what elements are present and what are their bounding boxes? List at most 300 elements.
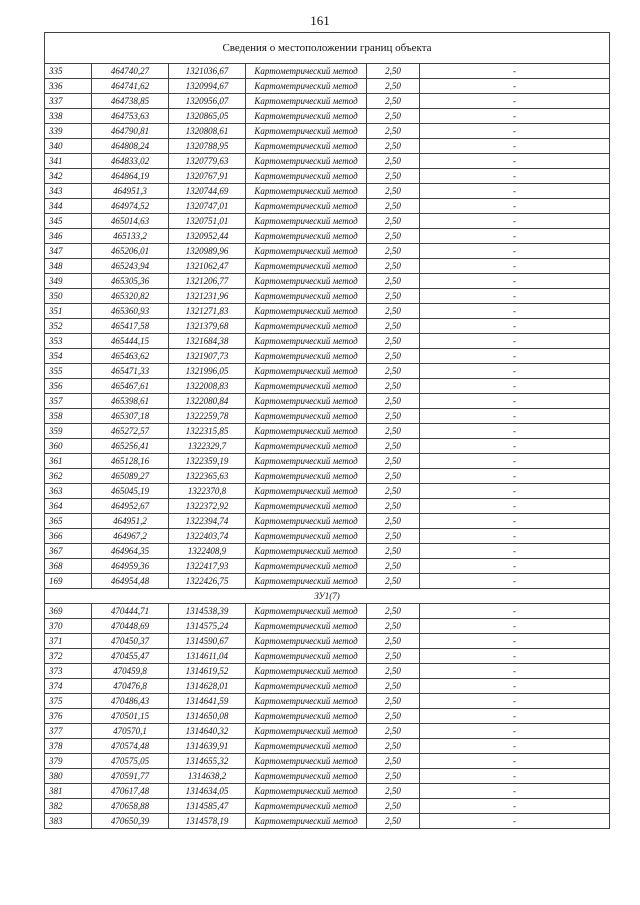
coord-x-cell: 470476,8 — [92, 679, 169, 694]
coord-y-cell: 1320779,63 — [169, 154, 246, 169]
note-cell: - — [420, 529, 610, 544]
method-cell: Картометрический метод — [246, 754, 367, 769]
accuracy-cell: 2,50 — [367, 109, 420, 124]
point-number-cell: 365 — [45, 514, 92, 529]
coord-x-cell: 464738,85 — [92, 94, 169, 109]
table-row — [45, 694, 610, 709]
coord-x-cell: 464954,48 — [92, 574, 169, 589]
table-row — [45, 409, 610, 424]
method-cell: Картометрический метод — [246, 379, 367, 394]
note-cell: - — [420, 154, 610, 169]
note-cell: - — [420, 334, 610, 349]
accuracy-cell: 2,50 — [367, 124, 420, 139]
method-cell: Картометрический метод — [246, 694, 367, 709]
table-row — [45, 739, 610, 754]
method-cell: Картометрический метод — [246, 64, 367, 79]
coord-x-cell: 465243,94 — [92, 259, 169, 274]
point-number-cell: 340 — [45, 139, 92, 154]
note-cell: - — [420, 289, 610, 304]
coord-y-cell: 1320952,44 — [169, 229, 246, 244]
coord-y-cell: 1314611,04 — [169, 649, 246, 664]
point-number-cell: 367 — [45, 544, 92, 559]
coord-y-cell: 1321684,38 — [169, 334, 246, 349]
table-row — [45, 469, 610, 484]
accuracy-cell: 2,50 — [367, 364, 420, 379]
table-row — [45, 784, 610, 799]
table-row — [45, 199, 610, 214]
coord-y-cell: 1314575,24 — [169, 619, 246, 634]
note-cell: - — [420, 364, 610, 379]
method-cell: Картометрический метод — [246, 94, 367, 109]
coord-y-cell: 1322080,84 — [169, 394, 246, 409]
note-cell: - — [420, 739, 610, 754]
coord-y-cell: 1321206,77 — [169, 274, 246, 289]
coord-y-cell: 1321062,47 — [169, 259, 246, 274]
point-number-cell: 345 — [45, 214, 92, 229]
note-cell: - — [420, 574, 610, 589]
note-cell: - — [420, 514, 610, 529]
coord-x-cell: 470501,15 — [92, 709, 169, 724]
note-cell: - — [420, 94, 610, 109]
note-cell: - — [420, 244, 610, 259]
coord-y-cell: 1320744,69 — [169, 184, 246, 199]
coord-y-cell: 1322408,9 — [169, 544, 246, 559]
accuracy-cell: 2,50 — [367, 244, 420, 259]
accuracy-cell: 2,50 — [367, 139, 420, 154]
table-row — [45, 514, 610, 529]
coord-x-cell: 465320,82 — [92, 289, 169, 304]
accuracy-cell: 2,50 — [367, 184, 420, 199]
method-cell: Картометрический метод — [246, 304, 367, 319]
coord-x-cell: 465128,16 — [92, 454, 169, 469]
method-cell: Картометрический метод — [246, 109, 367, 124]
coord-x-cell: 470444,71 — [92, 604, 169, 619]
method-cell: Картометрический метод — [246, 604, 367, 619]
accuracy-cell: 2,50 — [367, 529, 420, 544]
coord-x-cell: 470650,39 — [92, 814, 169, 829]
coord-x-cell: 464951,3 — [92, 184, 169, 199]
accuracy-cell: 2,50 — [367, 724, 420, 739]
table-row — [45, 529, 610, 544]
method-cell: Картометрический метод — [246, 784, 367, 799]
table-row — [45, 94, 610, 109]
point-number-cell: 369 — [45, 604, 92, 619]
table-row — [45, 124, 610, 139]
table-row — [45, 229, 610, 244]
coord-y-cell: 1314640,32 — [169, 724, 246, 739]
section-row — [45, 589, 610, 604]
coord-x-cell: 470570,1 — [92, 724, 169, 739]
method-cell: Картометрический метод — [246, 769, 367, 784]
point-number-cell: 363 — [45, 484, 92, 499]
coord-y-cell: 1320865,05 — [169, 109, 246, 124]
note-cell: - — [420, 304, 610, 319]
coord-y-cell: 1314590,67 — [169, 634, 246, 649]
note-cell: - — [420, 544, 610, 559]
note-cell: - — [420, 409, 610, 424]
table-row — [45, 349, 610, 364]
method-cell: Картометрический метод — [246, 679, 367, 694]
point-number-cell: 354 — [45, 349, 92, 364]
coord-y-cell: 1320956,07 — [169, 94, 246, 109]
coord-y-cell: 1320767,91 — [169, 169, 246, 184]
accuracy-cell: 2,50 — [367, 769, 420, 784]
method-cell: Картометрический метод — [246, 394, 367, 409]
point-number-cell: 378 — [45, 739, 92, 754]
accuracy-cell: 2,50 — [367, 154, 420, 169]
coord-x-cell: 464951,2 — [92, 514, 169, 529]
note-cell: - — [420, 214, 610, 229]
note-cell: - — [420, 709, 610, 724]
accuracy-cell: 2,50 — [367, 709, 420, 724]
coord-x-cell: 465398,61 — [92, 394, 169, 409]
table-row — [45, 454, 610, 469]
note-cell: - — [420, 619, 610, 634]
method-cell: Картометрический метод — [246, 544, 367, 559]
method-cell: Картометрический метод — [246, 724, 367, 739]
point-number-cell: 371 — [45, 634, 92, 649]
table-title-row — [45, 33, 610, 64]
accuracy-cell: 2,50 — [367, 574, 420, 589]
coord-x-cell: 470459,8 — [92, 664, 169, 679]
point-number-cell: 338 — [45, 109, 92, 124]
accuracy-cell: 2,50 — [367, 694, 420, 709]
coord-x-cell: 464964,35 — [92, 544, 169, 559]
method-cell: Картометрический метод — [246, 364, 367, 379]
note-cell: - — [420, 484, 610, 499]
table-row — [45, 544, 610, 559]
note-cell: - — [420, 754, 610, 769]
accuracy-cell: 2,50 — [367, 469, 420, 484]
coord-x-cell: 464974,52 — [92, 199, 169, 214]
table-row — [45, 244, 610, 259]
point-number-cell: 350 — [45, 289, 92, 304]
table-row — [45, 394, 610, 409]
coord-x-cell: 464741,62 — [92, 79, 169, 94]
point-number-cell: 359 — [45, 424, 92, 439]
accuracy-cell: 2,50 — [367, 544, 420, 559]
coord-x-cell: 465045,19 — [92, 484, 169, 499]
accuracy-cell: 2,50 — [367, 679, 420, 694]
note-cell: - — [420, 109, 610, 124]
coord-y-cell: 1322370,8 — [169, 484, 246, 499]
point-number-cell: 362 — [45, 469, 92, 484]
note-cell: - — [420, 64, 610, 79]
coord-x-cell: 470455,47 — [92, 649, 169, 664]
coord-x-cell: 464864,19 — [92, 169, 169, 184]
note-cell: - — [420, 784, 610, 799]
point-number-cell: 380 — [45, 769, 92, 784]
table-row — [45, 559, 610, 574]
coord-x-cell: 464833,02 — [92, 154, 169, 169]
coord-x-cell: 465360,93 — [92, 304, 169, 319]
coord-y-cell: 1322315,85 — [169, 424, 246, 439]
note-cell: - — [420, 394, 610, 409]
accuracy-cell: 2,50 — [367, 499, 420, 514]
point-number-cell: 361 — [45, 454, 92, 469]
coord-y-cell: 1314650,08 — [169, 709, 246, 724]
coord-x-cell: 464740,27 — [92, 64, 169, 79]
point-number-cell: 339 — [45, 124, 92, 139]
table-row — [45, 649, 610, 664]
note-cell: - — [420, 694, 610, 709]
coord-y-cell: 1322394,74 — [169, 514, 246, 529]
point-number-cell: 341 — [45, 154, 92, 169]
note-cell: - — [420, 799, 610, 814]
note-cell: - — [420, 634, 610, 649]
coord-y-cell: 1320989,96 — [169, 244, 246, 259]
point-number-cell: 377 — [45, 724, 92, 739]
method-cell: Картометрический метод — [246, 499, 367, 514]
note-cell: - — [420, 124, 610, 139]
boundary-coordinates-table — [44, 32, 610, 829]
table-row — [45, 799, 610, 814]
method-cell: Картометрический метод — [246, 469, 367, 484]
coord-x-cell: 470448,69 — [92, 619, 169, 634]
coord-y-cell: 1322403,74 — [169, 529, 246, 544]
point-number-cell: 349 — [45, 274, 92, 289]
method-cell: Картометрический метод — [246, 559, 367, 574]
section-label: ЗУ1(7) — [45, 589, 610, 604]
point-number-cell: 366 — [45, 529, 92, 544]
method-cell: Картометрический метод — [246, 334, 367, 349]
accuracy-cell: 2,50 — [367, 649, 420, 664]
method-cell: Картометрический метод — [246, 709, 367, 724]
coord-x-cell: 465256,41 — [92, 439, 169, 454]
point-number-cell: 342 — [45, 169, 92, 184]
accuracy-cell: 2,50 — [367, 64, 420, 79]
coord-x-cell: 465444,15 — [92, 334, 169, 349]
accuracy-cell: 2,50 — [367, 394, 420, 409]
page-number: 161 — [310, 13, 330, 28]
method-cell: Картометрический метод — [246, 154, 367, 169]
table-row — [45, 289, 610, 304]
point-number-cell: 368 — [45, 559, 92, 574]
note-cell: - — [420, 169, 610, 184]
coord-x-cell: 470574,48 — [92, 739, 169, 754]
table-row — [45, 154, 610, 169]
coord-y-cell: 1314641,59 — [169, 694, 246, 709]
coord-y-cell: 1322365,63 — [169, 469, 246, 484]
method-cell: Картометрический метод — [246, 169, 367, 184]
note-cell: - — [420, 424, 610, 439]
coord-x-cell: 470450,37 — [92, 634, 169, 649]
point-number-cell: 348 — [45, 259, 92, 274]
method-cell: Картометрический метод — [246, 439, 367, 454]
point-number-cell: 376 — [45, 709, 92, 724]
point-number-cell: 382 — [45, 799, 92, 814]
coord-y-cell: 1320751,01 — [169, 214, 246, 229]
method-cell: Картометрический метод — [246, 799, 367, 814]
method-cell: Картометрический метод — [246, 244, 367, 259]
coord-y-cell: 1320994,67 — [169, 79, 246, 94]
coord-y-cell: 1321379,68 — [169, 319, 246, 334]
point-number-cell: 351 — [45, 304, 92, 319]
accuracy-cell: 2,50 — [367, 259, 420, 274]
coord-y-cell: 1322008,83 — [169, 379, 246, 394]
table-row — [45, 109, 610, 124]
table-row — [45, 274, 610, 289]
table-row — [45, 484, 610, 499]
note-cell: - — [420, 229, 610, 244]
accuracy-cell: 2,50 — [367, 79, 420, 94]
accuracy-cell: 2,50 — [367, 814, 420, 829]
accuracy-cell: 2,50 — [367, 664, 420, 679]
coord-x-cell: 470591,77 — [92, 769, 169, 784]
method-cell: Картометрический метод — [246, 514, 367, 529]
coord-x-cell: 464952,67 — [92, 499, 169, 514]
note-cell: - — [420, 724, 610, 739]
point-number-cell: 360 — [45, 439, 92, 454]
coord-x-cell: 465089,27 — [92, 469, 169, 484]
method-cell: Картометрический метод — [246, 184, 367, 199]
point-number-cell: 335 — [45, 64, 92, 79]
coord-x-cell: 470658,88 — [92, 799, 169, 814]
accuracy-cell: 2,50 — [367, 169, 420, 184]
table-row — [45, 259, 610, 274]
coord-y-cell: 1314578,19 — [169, 814, 246, 829]
point-number-cell: 346 — [45, 229, 92, 244]
note-cell: - — [420, 499, 610, 514]
note-cell: - — [420, 814, 610, 829]
table-row — [45, 64, 610, 79]
coord-x-cell: 464967,2 — [92, 529, 169, 544]
coord-y-cell: 1321996,05 — [169, 364, 246, 379]
accuracy-cell: 2,50 — [367, 799, 420, 814]
accuracy-cell: 2,50 — [367, 604, 420, 619]
accuracy-cell: 2,50 — [367, 319, 420, 334]
point-number-cell: 336 — [45, 79, 92, 94]
point-number-cell: 370 — [45, 619, 92, 634]
coord-x-cell: 465305,36 — [92, 274, 169, 289]
coord-x-cell: 465467,61 — [92, 379, 169, 394]
method-cell: Картометрический метод — [246, 739, 367, 754]
table-row — [45, 439, 610, 454]
coord-x-cell: 464753,63 — [92, 109, 169, 124]
coord-y-cell: 1321231,96 — [169, 289, 246, 304]
coord-x-cell: 470617,48 — [92, 784, 169, 799]
accuracy-cell: 2,50 — [367, 784, 420, 799]
point-number-cell: 364 — [45, 499, 92, 514]
method-cell: Картометрический метод — [246, 454, 367, 469]
table-row — [45, 319, 610, 334]
coord-y-cell: 1322359,19 — [169, 454, 246, 469]
accuracy-cell: 2,50 — [367, 289, 420, 304]
note-cell: - — [420, 139, 610, 154]
point-number-cell: 381 — [45, 784, 92, 799]
accuracy-cell: 2,50 — [367, 304, 420, 319]
table-row — [45, 379, 610, 394]
point-number-cell: 355 — [45, 364, 92, 379]
coord-y-cell: 1314619,52 — [169, 664, 246, 679]
coord-y-cell: 1321036,67 — [169, 64, 246, 79]
point-number-cell: 357 — [45, 394, 92, 409]
coord-y-cell: 1320747,01 — [169, 199, 246, 214]
accuracy-cell: 2,50 — [367, 409, 420, 424]
method-cell: Картометрический метод — [246, 319, 367, 334]
coord-x-cell: 465133,2 — [92, 229, 169, 244]
method-cell: Картометрический метод — [246, 664, 367, 679]
table-row — [45, 424, 610, 439]
point-number-cell: 353 — [45, 334, 92, 349]
method-cell: Картометрический метод — [246, 214, 367, 229]
accuracy-cell: 2,50 — [367, 514, 420, 529]
coord-y-cell: 1322329,7 — [169, 439, 246, 454]
method-cell: Картометрический метод — [246, 409, 367, 424]
method-cell: Картометрический метод — [246, 814, 367, 829]
accuracy-cell: 2,50 — [367, 334, 420, 349]
note-cell: - — [420, 469, 610, 484]
point-number-cell: 337 — [45, 94, 92, 109]
method-cell: Картометрический метод — [246, 139, 367, 154]
coord-x-cell: 465272,57 — [92, 424, 169, 439]
coord-y-cell: 1320788,95 — [169, 139, 246, 154]
point-number-cell: 375 — [45, 694, 92, 709]
note-cell: - — [420, 259, 610, 274]
table-row — [45, 769, 610, 784]
method-cell: Картометрический метод — [246, 289, 367, 304]
note-cell: - — [420, 604, 610, 619]
point-number-cell: 169 — [45, 574, 92, 589]
table-row — [45, 499, 610, 514]
coord-y-cell: 1322426,75 — [169, 574, 246, 589]
accuracy-cell: 2,50 — [367, 454, 420, 469]
method-cell: Картометрический метод — [246, 424, 367, 439]
accuracy-cell: 2,50 — [367, 214, 420, 229]
accuracy-cell: 2,50 — [367, 559, 420, 574]
table-row — [45, 184, 610, 199]
table-row — [45, 619, 610, 634]
method-cell: Картометрический метод — [246, 259, 367, 274]
accuracy-cell: 2,50 — [367, 379, 420, 394]
coord-y-cell: 1321907,73 — [169, 349, 246, 364]
method-cell: Картометрический метод — [246, 634, 367, 649]
coord-y-cell: 1314634,05 — [169, 784, 246, 799]
method-cell: Картометрический метод — [246, 274, 367, 289]
accuracy-cell: 2,50 — [367, 424, 420, 439]
table-row — [45, 709, 610, 724]
note-cell: - — [420, 79, 610, 94]
accuracy-cell: 2,50 — [367, 94, 420, 109]
point-number-cell: 383 — [45, 814, 92, 829]
coord-x-cell: 465417,58 — [92, 319, 169, 334]
note-cell: - — [420, 559, 610, 574]
coord-y-cell: 1314585,47 — [169, 799, 246, 814]
coord-x-cell: 470486,43 — [92, 694, 169, 709]
coord-y-cell: 1314655,32 — [169, 754, 246, 769]
point-number-cell: 343 — [45, 184, 92, 199]
method-cell: Картометрический метод — [246, 124, 367, 139]
accuracy-cell: 2,50 — [367, 349, 420, 364]
point-number-cell: 373 — [45, 664, 92, 679]
point-number-cell: 372 — [45, 649, 92, 664]
accuracy-cell: 2,50 — [367, 634, 420, 649]
coord-x-cell: 465463,62 — [92, 349, 169, 364]
coord-y-cell: 1322259,78 — [169, 409, 246, 424]
table-row — [45, 214, 610, 229]
note-cell: - — [420, 379, 610, 394]
table-row — [45, 574, 610, 589]
note-cell: - — [420, 679, 610, 694]
table-title: Сведения о местоположении границ объекта — [45, 33, 610, 64]
coord-y-cell: 1320808,61 — [169, 124, 246, 139]
table-row — [45, 364, 610, 379]
note-cell: - — [420, 439, 610, 454]
accuracy-cell: 2,50 — [367, 274, 420, 289]
method-cell: Картометрический метод — [246, 349, 367, 364]
coord-y-cell: 1321271,83 — [169, 304, 246, 319]
table-row — [45, 724, 610, 739]
